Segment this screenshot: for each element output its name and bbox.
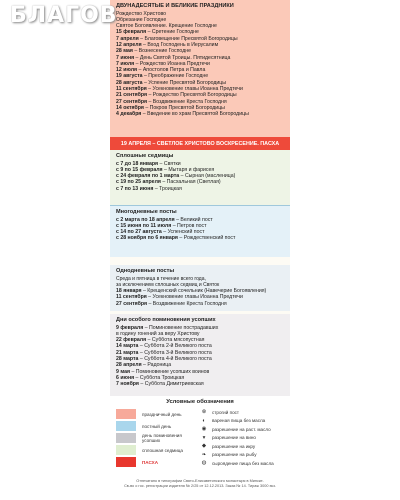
feast-row-text: Рождество Иоанна Предтечи	[139, 60, 210, 67]
fast-row-text: Рождественский пост	[183, 235, 236, 242]
dash-separator: –	[143, 104, 150, 111]
legend-symbol-label: разрешение на раст. масло	[212, 426, 271, 432]
feasts-list	[116, 11, 284, 118]
legend-symbol-icon: ❧	[201, 451, 207, 458]
feast-row-text: Святое Богоявление. Крещение Господне	[116, 23, 217, 30]
legend-symbol-row	[200, 459, 284, 468]
legend-color-row	[116, 432, 200, 444]
week-row-text: Мытаря и фарисея	[168, 166, 215, 173]
legend-symbol-icon: ◆	[201, 443, 207, 450]
feast-row-date: 14 октября	[116, 104, 144, 111]
feast-row-date: 28 мая	[116, 48, 133, 55]
feast-row-text: Благовещение Пресвятой Богородицы	[144, 35, 238, 42]
legend-symbol-row	[200, 434, 284, 443]
dash-separator: –	[141, 287, 148, 294]
week-row-date: с 7 по 13 июня	[116, 185, 154, 192]
legend-grid	[116, 408, 284, 468]
feast-row-date: 21 сентября	[116, 92, 148, 99]
dash-separator: –	[146, 29, 152, 36]
memorial-row-date: 9 мая	[116, 368, 131, 375]
legend-symbol-row	[200, 417, 284, 426]
dash-separator: –	[174, 216, 181, 223]
fast-row-text: Успенский пост	[167, 229, 205, 236]
feast-row-text: Введение во храм Пресвятой Богородицы	[147, 111, 249, 118]
feast-row-text: День Святой Троицы. Пятидесятница	[139, 54, 231, 61]
legend-color-row	[116, 444, 200, 456]
legend-symbol-label: разрешение на вино	[212, 435, 256, 441]
memorial-row-text: Поминовение усопших воинов	[135, 368, 210, 375]
legend-symbol-label: сыроядение пища без масла	[212, 460, 274, 466]
dash-separator: –	[177, 235, 184, 242]
memorial-row-date: 28 апреля	[116, 362, 142, 369]
feast-row-date: 7 июня	[116, 54, 135, 61]
dash-separator: –	[179, 173, 185, 180]
oneday-row-date: 27 сентября	[116, 300, 148, 307]
church-calendar-card	[110, 0, 290, 500]
dash-separator: –	[147, 98, 153, 105]
dash-separator: –	[138, 343, 145, 350]
dash-separator: –	[132, 48, 139, 55]
memorial-row-text: Радоница	[147, 362, 172, 369]
memorial-row-text: Суббота 3-й Великого поста	[144, 349, 212, 356]
fasts-list	[116, 217, 284, 242]
feast-row-text: Воздвижение Креста Господня	[152, 98, 227, 105]
feast-row-text: Вознесение Господне	[138, 48, 191, 55]
week-row-date: с 19 по 25 апреля	[116, 179, 161, 186]
legend-color-swatch	[116, 433, 136, 443]
legend-color-row	[116, 408, 200, 420]
legend-symbol-row	[200, 425, 284, 434]
feast-row-date: 12 апреля	[116, 41, 142, 48]
legend-symbol-label: разрешение на рыбу	[212, 452, 257, 458]
oneday-row-text: Усекновение главы Иоанна Предтечи	[152, 294, 243, 301]
fasts-title: Многодневные посты	[116, 209, 177, 215]
legend-color-swatch	[116, 421, 136, 431]
dash-separator: –	[146, 86, 153, 93]
feast-row-text: Успение Пресвятой Богородицы	[148, 79, 226, 86]
legend-color-column	[116, 408, 200, 468]
legend-title: Условные обозначения	[166, 399, 234, 405]
oneday-row	[116, 301, 284, 307]
dash-separator: –	[138, 355, 145, 362]
feast-row-date: 4 декабря	[116, 111, 142, 118]
memorial-row-text: Суббота Троицкая	[139, 374, 185, 381]
legend-symbol-icon: ◐	[202, 417, 206, 424]
legend-color-label: праздничный день	[142, 411, 182, 417]
dash-separator: –	[146, 337, 152, 344]
feast-row-date: 12 июля	[116, 67, 138, 74]
week-row-text: Сырная (масленица)	[184, 173, 236, 180]
dash-separator: –	[142, 73, 149, 80]
memorial-row-date: 14 марта	[116, 343, 139, 350]
section-divider	[110, 257, 290, 265]
legend-color-label: сплошная седмица	[142, 447, 183, 453]
feast-row-text: Сретение Господне	[151, 29, 199, 36]
dash-separator: –	[162, 166, 169, 173]
legend-symbol-row	[200, 451, 284, 460]
oneday-row-text: Воздвижение Креста Господня	[152, 300, 227, 307]
weeks-title: Сплошные седмицы	[116, 153, 174, 159]
week-row	[116, 186, 284, 192]
dash-separator: –	[142, 79, 149, 86]
legend-symbol-icon: ⊗	[201, 409, 207, 416]
site-watermark-logo: БЛАГОВ	[10, 3, 118, 28]
fast-row	[116, 235, 284, 241]
oneday-note-1: Среда и пятница в течение всего года,	[116, 275, 206, 282]
legend-symbol-row	[200, 408, 284, 417]
feast-row-text: Апостолов Петра и Павла	[142, 67, 206, 74]
feast-row-text: Вход Господень в Иерусалим	[147, 41, 219, 48]
continuous-weeks-section	[110, 150, 290, 205]
feast-row-date: 15 февраля	[116, 29, 147, 36]
legend-color-label: постный день	[142, 423, 172, 429]
legend-color-label: день поминовения усопших	[142, 433, 182, 443]
legend-symbol-label: разрешение на икру	[212, 443, 256, 449]
legend-color-swatch	[116, 457, 136, 467]
feast-row-text: Усекновение главы Иоанна Предтечи	[152, 86, 243, 93]
memorial-row-text: Суббота мясопустная	[151, 337, 205, 344]
memorial-row-text: Суббота Димитриевская	[144, 381, 204, 388]
feasts-title: ДВУНАДЕСЯТЫЕ И ВЕЛИКИЕ ПРАЗДНИКИ	[116, 3, 234, 9]
oneday-title: Однодневные посты	[116, 268, 175, 274]
legend-symbol-icon: ◉	[201, 426, 207, 433]
legend-color-swatch	[116, 445, 136, 455]
week-row-text: Святки	[163, 160, 181, 167]
feast-row-date: 19 августа	[116, 73, 143, 80]
pascha-banner	[110, 137, 290, 150]
dash-separator: –	[147, 92, 153, 99]
feast-row-text: Преображение Господне	[148, 73, 209, 80]
dash-separator: –	[134, 374, 140, 381]
fast-row-text: Великий пост	[180, 216, 213, 223]
memorial-row-date: 28 марта	[116, 355, 139, 362]
legend-symbol-row	[200, 442, 284, 451]
dash-separator: –	[171, 222, 178, 229]
fast-row-date: с 15 июня по 11 июля	[116, 222, 172, 229]
dash-separator: –	[161, 229, 168, 236]
memorial-list	[116, 325, 284, 388]
dash-separator: –	[134, 54, 140, 61]
dash-separator: –	[138, 381, 145, 388]
legend-color-row	[116, 420, 200, 432]
weeks-list	[116, 161, 284, 192]
dash-separator: –	[138, 349, 145, 356]
feast-row-text: Обрезание Господне	[116, 16, 167, 23]
legend-section	[110, 396, 290, 476]
fast-row-text: Петров пост	[177, 222, 207, 229]
memorial-days-section	[110, 314, 290, 396]
week-row-date: с 24 февраля по 1 марта	[116, 173, 180, 180]
pascha-text: 19 АПРЕЛЯ – СВЕТЛОЕ ХРИСТОВО ВОСКРЕСЕНИЕ. ПАСХА	[120, 140, 280, 147]
dash-separator: –	[146, 294, 153, 301]
legend-symbol-column	[200, 408, 284, 468]
feast-row-text: Рождество Христово	[116, 10, 167, 17]
feast-row-date: 28 августа	[116, 79, 143, 86]
oneday-row-date: 18 января	[116, 287, 142, 294]
legend-symbol-icon: ◍	[201, 460, 207, 467]
feasts-section	[110, 0, 290, 137]
oneday-list	[116, 288, 284, 307]
memorial-row-date: 9 февраля	[116, 324, 144, 331]
memorial-row-text: в годину гонений за веру Христову	[116, 330, 200, 337]
feast-row-date: 7 апреля	[116, 35, 139, 42]
oneday-row-text: Крещенский сочельник (Навечерие Богоявления)	[147, 287, 267, 294]
dash-separator: –	[130, 368, 136, 375]
week-row-date: с 9 по 15 февраля	[116, 166, 163, 173]
dash-separator: –	[153, 185, 160, 192]
memorial-row-text: Поминовение пострадавших	[149, 324, 219, 331]
legend-symbol-label: строгий пост	[212, 409, 240, 415]
dash-separator: –	[138, 35, 145, 42]
feast-row	[116, 111, 284, 117]
memorial-row-date: 6 июня	[116, 374, 135, 381]
legend-symbol-label: вареная пища без масла	[212, 418, 266, 424]
legend-color-label: ПАСХА	[142, 459, 159, 465]
dash-separator: –	[160, 179, 167, 186]
fast-row-date: с 14 по 27 августа	[116, 229, 162, 236]
dash-separator: –	[137, 67, 143, 74]
dash-separator: –	[134, 60, 140, 67]
memorial-row-text: Суббота 2-й Великого поста	[144, 343, 212, 350]
week-row-date: с 7 до 18 января	[116, 160, 159, 167]
memorial-title: Дни особого поминовения усопших	[116, 317, 216, 323]
feast-row-text: Покров Пресвятой Богородицы	[149, 104, 225, 111]
dash-separator: –	[141, 362, 148, 369]
week-row-text: Троицкая	[159, 185, 182, 192]
oneday-note-2: за исключением сплошных седмиц и Святок	[116, 281, 220, 288]
feast-row-date: 11 сентября	[116, 86, 147, 93]
memorial-row-text: Суббота 4-й Великого поста	[144, 355, 212, 362]
memorial-row	[116, 381, 284, 387]
week-row-text: Пасхальная (Светлая)	[166, 179, 221, 186]
feast-row-date: 7 июля	[116, 60, 135, 67]
fast-row-date: с 2 марта по 18 апреля	[116, 216, 175, 223]
footer-line-2: Св-во о гос. регистрации издателя № 2/25 от 12.12.2013. Заказ № 14. Тираж 3000 экз.	[124, 484, 276, 488]
legend-color-swatch	[116, 409, 136, 419]
memorial-row-date: 22 февраля	[116, 337, 147, 344]
footer-line-1: Отпечатано в типографии Свято-Елисаветинского монастыря в Минске.	[136, 479, 264, 483]
print-footer	[110, 476, 290, 500]
dash-separator: –	[147, 300, 153, 307]
legend-symbol-icon: ▾	[202, 434, 206, 441]
legend-color-row	[116, 456, 200, 468]
memorial-row-date: 7 ноября	[116, 381, 139, 388]
feast-row-date: 27 сентября	[116, 98, 148, 105]
fast-row-date: с 28 ноября по 6 января	[116, 235, 178, 242]
dash-separator: –	[143, 324, 150, 331]
dash-separator: –	[141, 41, 148, 48]
multiday-fasts-section	[110, 205, 290, 257]
memorial-row-date: 21 марта	[116, 349, 139, 356]
feast-row-text: Рождество Пресвятой Богородицы	[152, 92, 237, 99]
oneday-row-date: 11 сентября	[116, 294, 147, 301]
dash-separator: –	[141, 111, 148, 118]
oneday-fasts-section	[110, 265, 290, 311]
dash-separator: –	[158, 160, 164, 167]
